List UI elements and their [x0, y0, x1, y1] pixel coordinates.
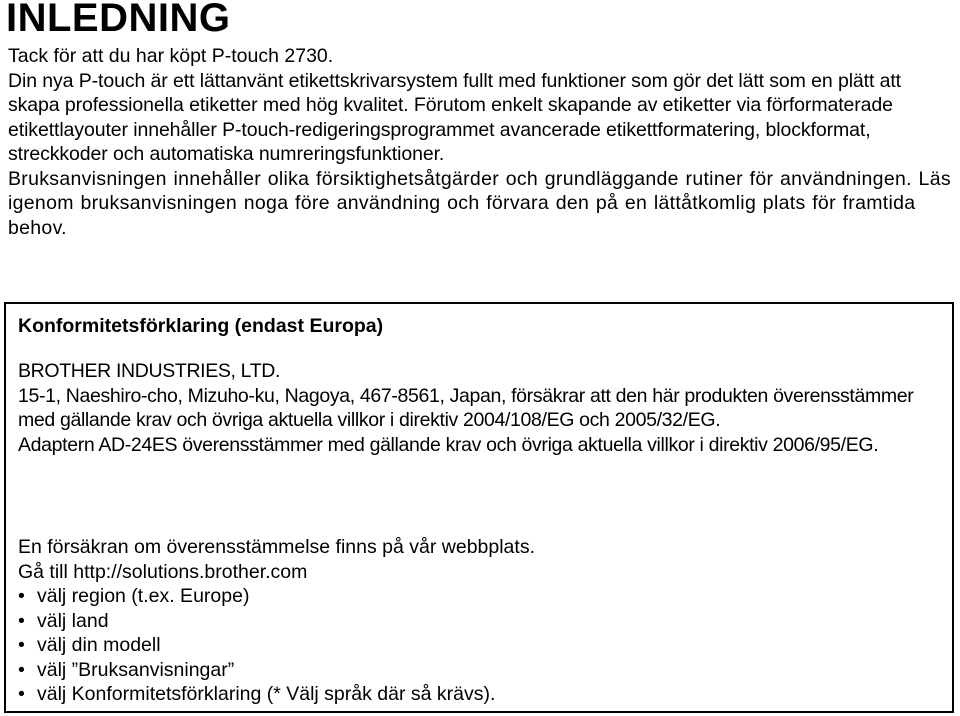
conformity-declaration: 15-1, Naeshiro-cho, Mizuho-ku, Nagoya, 467-8561, Japan, försäkrar att den här produkten överensstämmer med gällande krav och övriga aktuella villkor i direktiv 2004/108/EG och 2005/32/EG. — [18, 384, 914, 431]
list-item — [18, 584, 948, 609]
bullet-icon: • — [18, 683, 25, 705]
website-goto: Gå till http://solutions.brother.com — [18, 560, 308, 583]
conformity-box — [4, 302, 954, 713]
list-item — [18, 633, 948, 658]
list-item — [18, 658, 948, 683]
step-text: välj Konformitetsförklaring (* Välj språk där så krävs). — [37, 683, 496, 705]
website-steps-list — [18, 584, 948, 707]
step-text: välj land — [37, 609, 109, 632]
conformity-adapter: Adaptern AD-24ES överensstämmer med gällande krav och övriga aktuella villkor i direktiv 2006/95/EG. — [18, 433, 879, 456]
step-text: välj ”Bruksanvisningar” — [37, 658, 235, 681]
intro-manual-note: Bruksanvisningen innehåller olika försiktighetsåtgärder och grundläggande rutiner för användningen. Läs igenom bruksanvisningen noga före användning och förvara den på en lättåtkomlig plats för framtida behov. — [8, 167, 951, 239]
bullet-icon: • — [18, 658, 25, 681]
page-title: INLEDNING — [6, 0, 231, 40]
step-text: välj region (t.ex. Europe) — [37, 585, 250, 607]
bullet-icon: • — [18, 609, 25, 632]
bullet-icon: • — [18, 634, 25, 656]
step-text: välj din modell — [37, 634, 161, 656]
website-note: En försäkran om överensstämmelse finns på vår webbplats. — [18, 536, 535, 558]
conformity-website-block — [18, 535, 948, 707]
list-item — [18, 609, 948, 634]
bullet-icon: • — [18, 585, 25, 607]
list-item — [18, 682, 948, 707]
conformity-declaration-block — [18, 359, 948, 457]
intro-section — [8, 44, 952, 240]
intro-thanks: Tack för att du har köpt P-touch 2730. — [8, 45, 334, 67]
conformity-title: Konformitetsförklaring (endast Europa) — [18, 315, 384, 337]
conformity-company: BROTHER INDUSTRIES, LTD. — [18, 360, 281, 382]
intro-description: Din nya P-touch är ett lättanvänt etikettskrivarsystem fullt med funktioner som gör det lätt som en plätt att skapa professionella etiketter med hög kvalitet. Förutom enkelt skapande av etiketter via förformaterade etikettlayouter innehåller P-touch-redigeringsprogrammet avancerade etikettformatering, blockformat, streckkoder och automatiska numreringsfunktioner. — [8, 69, 902, 165]
